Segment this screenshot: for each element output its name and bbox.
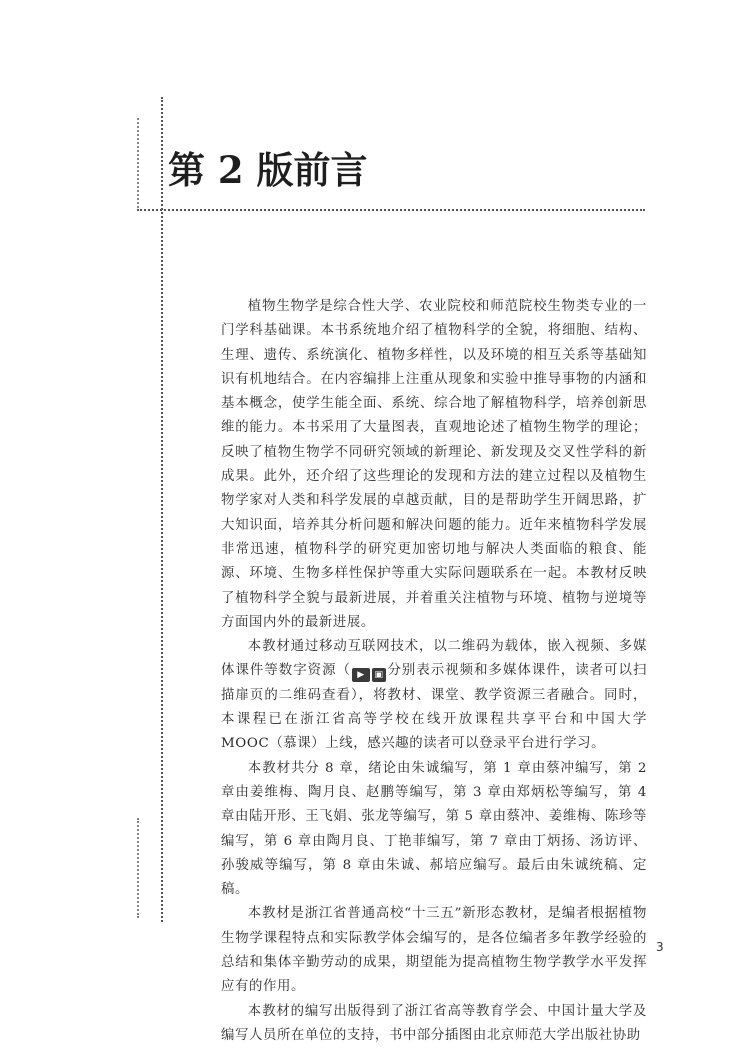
courseware-icon: ▣ (372, 668, 386, 682)
paragraph-media (221, 635, 647, 756)
page-number: 3 (656, 940, 664, 954)
paragraph: 本教材共分 8 章，绪论由朱诚编写，第 1 章由蔡冲编写，第 2 章由姜维梅、陶月良、赵鹏等编写，第 3 章由郑炳松等编写，第 4 章由陆开形、王飞娟、张龙等编写，第 5 章由蔡冲、姜维梅、陈珍等编写，第 6 章由陶月良、丁艳菲编写，第 7 章由丁炳扬、汤访评、孙骏威等编写，第 8 章由朱诚、郝培应编写。最后由朱诚统稿、定稿。 (221, 760, 647, 898)
video-icon: ▶ (352, 668, 370, 682)
dotted-horizontal-rule (137, 209, 645, 211)
dotted-margin-top (137, 118, 139, 208)
page-title: 第 2 版前言 (168, 148, 368, 192)
dotted-vertical-rule (161, 97, 163, 922)
paragraph: 植物生物学是综合性大学、农业院校和师范院校生物类专业的一门学科基础课。本书系统地介绍了植物科学的全貌，将细胞、结构、生理、遗传、系统演化、植物多样性，以及环境的相互关系等基础知识有机地结合。在内容编排上注重从现象和实验中推导事物的内涵和基本概念，使学生能全面、系统、综合地了解植物科学，培养创新思维的能力。本书采用了大量图表，直观地论述了植物生物学的理论；反映了植物生物学不同研究领域的新理论、新发现及交叉性学科的新成果。此外，还介绍了这些理论的发现和方法的建立过程以及植物生物学家对人类和科学发展的卓越贡献，目的是帮助学生开阔思路，扩大知识面，培养其分析问题和解决问题的能力。近年来植物科学发展非常迅速，植物科学的研究更加密切地与解决人类面临的粮食、能源、环境、生物多样性保护等重大实际问题联系在一起。本教材反映了植物科学全貌与最新进展，并着重关注植物与环境、植物与逆境等方面国内外的最新进展。 (221, 299, 647, 630)
media-text-after: 分别表示视频和多媒体课件，读者可以扫描扉页的二维码查看），将教材、课堂、教学资源三者融合。同时，本课程已在浙江省高等学校在线开放课程共享平台和中国大学 MOOC（慕课）上线，感兴趣的读者可以登录平台进行学习。 (221, 663, 647, 752)
paragraph: 本教材是浙江省普通高校“十三五”新形态教材，是编者根据植物生物学课程特点和实际教学体会编写的，是各位编者多年教学经验的总结和集体辛勤劳动的成果，期望能为提高植物生物学教学水平发挥应有的作用。 (221, 906, 647, 995)
dotted-margin-bottom (137, 818, 139, 918)
preface-body (221, 295, 647, 1048)
media-text-before: 本教材通过移动互联网技术，以二维码为载体，嵌入视频、多媒体课件等数字资源（ (221, 639, 647, 679)
paragraph: 本教材的编写出版得到了浙江省高等教育学会、中国计量大学及编写人员所在单位的支持，书中部分插图由北京师范大学出版社协助 (221, 1003, 647, 1043)
